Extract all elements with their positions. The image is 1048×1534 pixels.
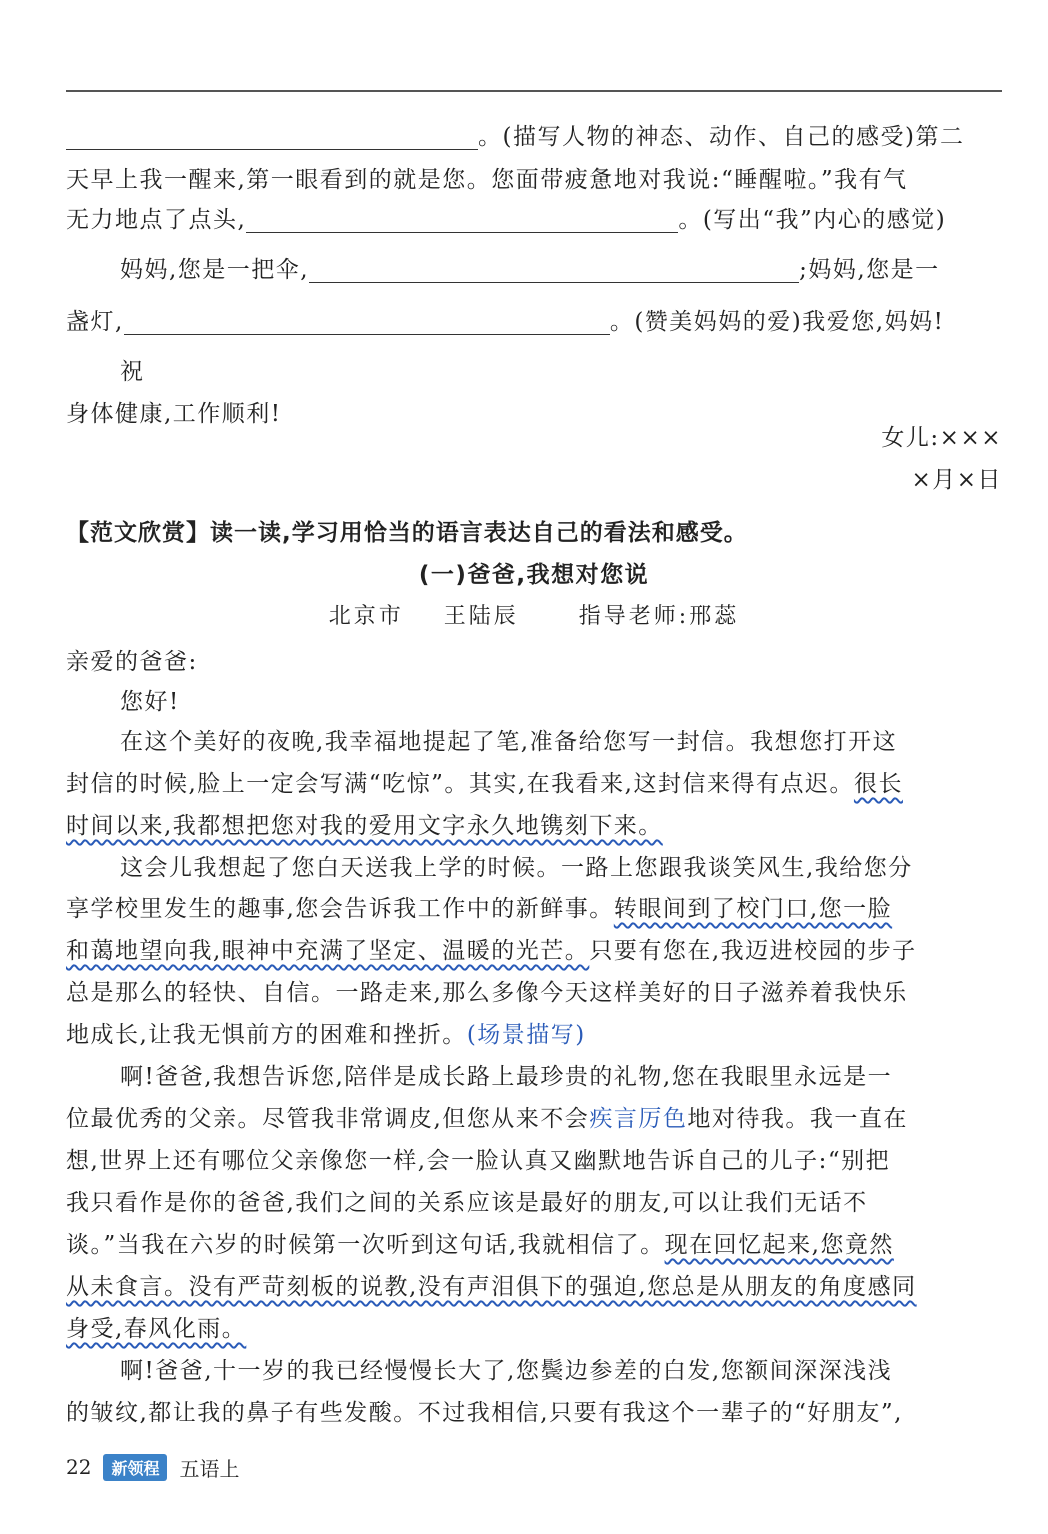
p1-line-3: 时间以来,我都想把您对我的爱用文字永久地镌刻下来。	[66, 813, 663, 839]
top-rule	[66, 90, 1002, 92]
essay-byline: 北京市 王陆辰 指导老师:邢蕊	[328, 604, 740, 629]
p1-line-1: 在这个美好的夜晚,我幸福地提起了笔,准备给您写一封信。我想您打开这	[120, 729, 898, 755]
draft-line-3: 无力地点了点头, 。(写出“我”内心的感觉)	[66, 198, 1002, 242]
p3-line-1: 啊!爸爸,我想告诉您,陪伴是成长路上最珍贵的礼物,您在我眼里永远是一	[120, 1064, 893, 1090]
salutation: 亲爱的爸爸:	[66, 649, 198, 675]
p2-line-4: 总是那么的轻快、自信。一路走来,那么多像今天这样美好的日子滋养着我快乐	[66, 980, 908, 1006]
p2-line-5: 地成长,让我无惧前方的困难和挫折。(场景描写)	[66, 1022, 586, 1048]
p3-line-3: 想,世界上还有哪位父亲像您一样,会一脸认真又幽默地告诉自己的儿子:“别把	[66, 1148, 891, 1174]
section-heading: 【范文欣赏】读一读,学习用恰当的语言表达自己的看法和感受。	[66, 520, 748, 546]
closing-wish: 祝	[120, 359, 145, 385]
p2-line-2: 享学校里发生的趣事,您会告诉我工作中的新鲜事。转眼间到了校门口,您一脸	[66, 896, 893, 922]
series-badge: 新领程	[103, 1454, 167, 1481]
draft-line-1: 。(描写人物的神态、动作、自己的感受)第二	[66, 115, 1002, 159]
p2-line-1: 这会儿我想起了您白天送我上学的时候。一路上您跟我谈笑风生,我给您分	[120, 855, 913, 881]
p3-line-5: 谈。”当我在六岁的时候第一次听到这句话,我就相信了。现在回忆起来,您竟然	[66, 1232, 894, 1258]
p2-line-3: 和蔼地望向我,眼神中充满了坚定、温暖的光芒。只要有您在,我迈进校园的步子	[66, 938, 917, 964]
p3-line-6: 从未食言。没有严苛刻板的说教,没有声泪俱下的强迫,您总是从朋友的角度感同	[66, 1274, 917, 1300]
p4-line-2: 的皱纹,都让我的鼻子有些发酸。不过我相信,只要有我这个一辈子的“好朋友”,	[66, 1400, 903, 1426]
idiom-highlight: 疾言厉色	[589, 1106, 688, 1132]
answer-blank[interactable]	[246, 202, 678, 233]
draft-line-2: 天早上我一醒来,第一眼看到的就是您。您面带疲惫地对我说:“睡醒啦。”我有气	[66, 167, 908, 193]
p3-line-7: 身受,春风化雨。	[66, 1316, 247, 1342]
draft-line-5: 盏灯, 。(赞美妈妈的爱)我爱您,妈妈!	[66, 300, 1002, 344]
p4-line-1: 啊!爸爸,十一岁的我已经慢慢长大了,您鬓边参差的白发,您额间深深浅浅	[120, 1358, 893, 1384]
p1-line-2: 封信的时候,脸上一定会写满“吃惊”。其实,在我看来,这封信来得有点迟。很长	[66, 771, 903, 797]
answer-blank[interactable]	[66, 119, 478, 150]
page-footer	[66, 1450, 239, 1484]
p3-line-2: 位最优秀的父亲。尽管我非常调皮,但您从来不会疾言厉色地对待我。我一直在	[66, 1106, 908, 1132]
book-label: 五语上	[179, 1456, 240, 1481]
signature: 女儿:×××	[881, 425, 1002, 451]
draft-line-4: 妈妈,您是一把伞, ;妈妈,您是一	[120, 248, 1002, 292]
date: ×月×日	[911, 467, 1002, 493]
greeting: 您好!	[120, 689, 180, 715]
p3-line-4: 我只看作是你的爸爸,我们之间的关系应该是最好的朋友,可以让我们无话不	[66, 1190, 868, 1216]
answer-blank[interactable]	[124, 304, 610, 335]
page-number: 22	[66, 1455, 92, 1479]
answer-blank[interactable]	[309, 252, 799, 283]
closing-line: 身体健康,工作顺利!	[66, 401, 282, 427]
essay-title: (一)爸爸,我想对您说	[418, 562, 650, 588]
